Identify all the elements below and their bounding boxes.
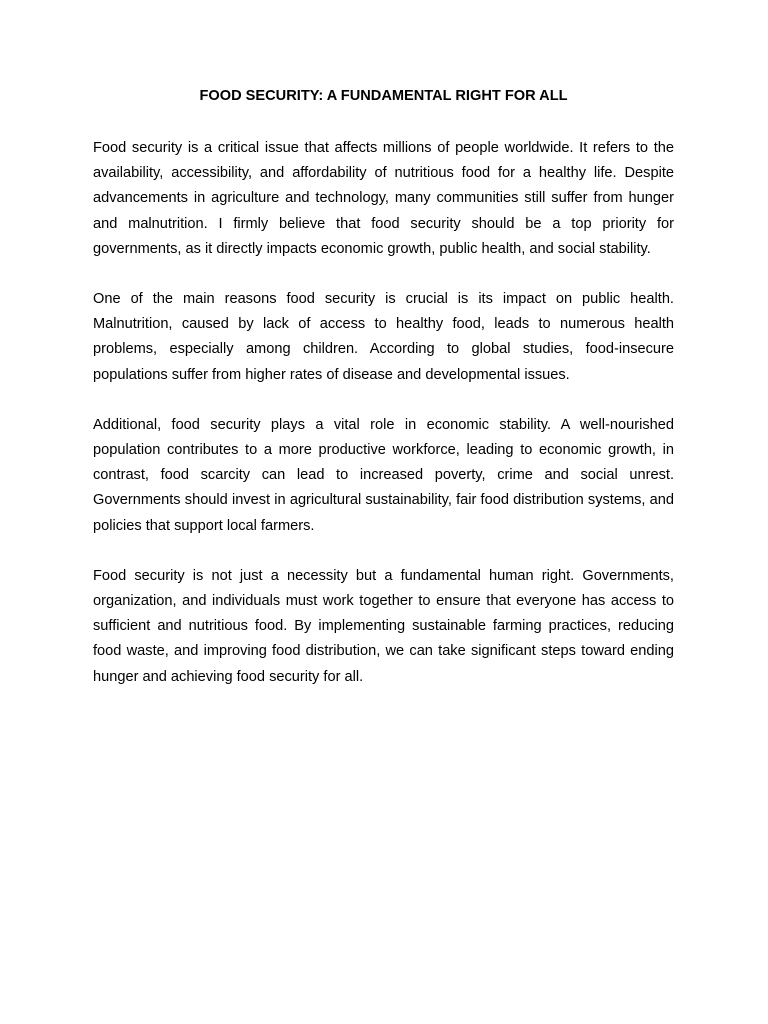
paragraph-2: One of the main reasons food security is crucial is its impact on public health. Malnutrition, caused by lack of access to healthy food, leads to numerous health problems, especially among children. According to global studies, food-insecure populations suffer from higher rates of disease and developmental issues. [93,291,674,383]
paragraph-4: Food security is not just a necessity but a fundamental human right. Governments, organization, and individuals must work together to ensure that everyone has access to sufficient and nutritious food. By implementing sustainable farming practices, reducing food waste, and improving food distribution, we can take significant steps toward ending hunger and achieving food security for all. [93,567,674,685]
document-body [93,86,674,690]
paragraph-3: Additional, food security plays a vital role in economic stability. A well-nourished population contributes to a more productive workforce, leading to economic growth, in contrast, food scarcity can lead to increased poverty, crime and social unrest. Governments should invest in agricultural sustainability, fair food distribution systems, and policies that support local farmers. [93,416,674,534]
paragraph-1: Food security is a critical issue that affects millions of people worldwide. It refers to the availability, accessibility, and affordability of nutritious food for a healthy life. Despite advancements in agriculture and technology, many communities still suffer from hunger and malnutrition. I firmly believe that food security should be a top priority for governments, as it directly impacts economic growth, public health, and social stability. [93,140,674,257]
document-title: FOOD SECURITY: A FUNDAMENTAL RIGHT FOR ALL [199,88,568,104]
